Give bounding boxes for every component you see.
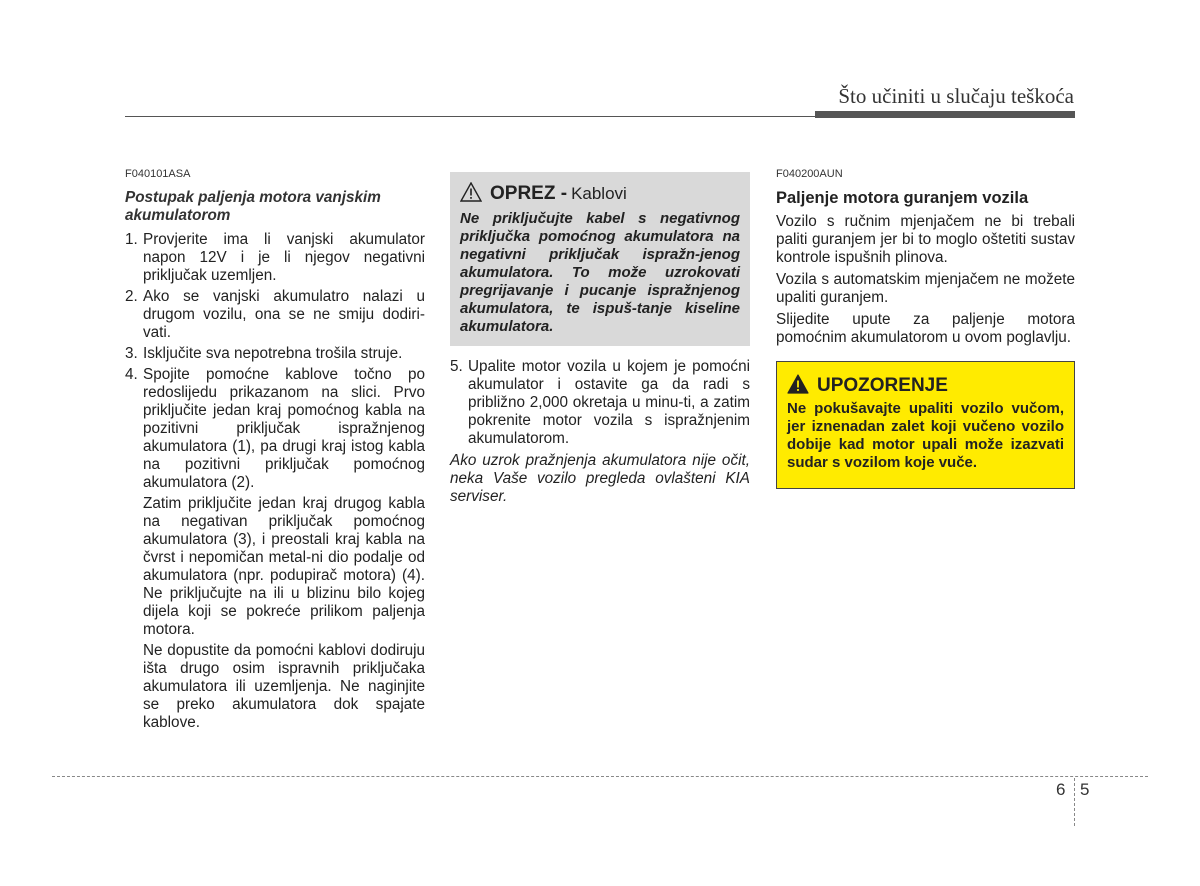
caution-subtitle: Kablovi: [571, 184, 627, 203]
step-number: 3.: [125, 345, 138, 362]
list-item: [450, 358, 750, 448]
list-item: [125, 345, 425, 363]
warning-text: Ne pokušavajte upaliti vozilo vučom, jer iznenadan zalet koji vučeno vozilo dobije kad motor upali može izazvati sudar s vozilom koje vuče.: [787, 400, 1064, 471]
footer-rule: [52, 776, 1148, 777]
italic-note: Ako uzrok pražnjenja akumulatora nije očit, neka Vaše vozilo pregleda ovlašteni KIA serviser.: [450, 452, 750, 505]
page-number: 5: [1080, 780, 1090, 799]
section-heading: Paljenje motora guranjem vozila: [776, 189, 1029, 207]
list-item: [125, 231, 425, 285]
step-text: Upalite motor vozila u kojem je pomoćni akumulator i ostavite ga da radi s približno 2,000 okretaja u minu-ti, a zatim pokrenite motor vozila s ispražnjenim akumulatorom.: [468, 358, 750, 447]
caution-text: Ne priključujte kabel s negativnog priključka pomoćnog akumulatora na negativni priključak ispražn-jenog akumulatora. To može uzrokovati pregrijavanje i pucanje ispražnjenog akumulatora, te ispuš-tanje kiseline akumulatora.: [460, 210, 740, 335]
header-rule-accent: [815, 111, 1075, 118]
step-4-paragraph-1: Zatim priključite jedan kraj drugog kabla na negativan priključak pomoćnog akumulatora (3), i preostali kraj kabla na čvrst i nepomičan metal-ni dio podalje od akumulatora (npr. podupirač motora) (4). Ne priključujte na ili u blizinu bilo kojeg dijela koji se pokreće prilikom paljenja motora.: [143, 495, 425, 638]
section-heading: Postupak paljenja motora vanjskim akumulatorom: [125, 189, 381, 224]
paragraph: Slijedite upute za paljenje motora pomoćnim akumulatorom u ovom poglavlju.: [776, 311, 1075, 346]
step-text: Isključite sva nepotrebna trošila struje.: [143, 345, 403, 362]
paragraph: Vozilo s ručnim mjenjačem ne bi trebali paliti guranjem jer bi to moglo oštetiti sustav kontrole ispušnih plinova.: [776, 213, 1075, 266]
step-text: Provjerite ima li vanjski akumulator napon 12V i je li njegov negativni priključak uzemljen.: [143, 231, 425, 284]
step-text: Ako se vanjski akumulatro nalazi u drugom vozilu, ona se ne smiju dodiri-vati.: [143, 288, 425, 341]
step-text: Spojite pomoćne kablove točno po redoslijedu prikazanom na slici. Prvo priključite jedan kraj pomoćnog kabla na pozitivni priključak ispražnjenog akumulatora (1), pa drugi kraj istog kabla na pozitivni priključak pomoćnog akumulatora (2).: [143, 366, 425, 491]
step-number: 1.: [125, 231, 138, 248]
steps-list: [125, 231, 425, 492]
caution-title: [460, 182, 740, 206]
column-left: [125, 165, 425, 735]
list-item: [125, 366, 425, 492]
paragraph: Vozila s automatskim mjenjačem ne možete upaliti guranjem.: [776, 271, 1075, 306]
warning-label: UPOZORENJE: [817, 375, 948, 396]
page-header-title: Što učiniti u slučaju teškoća: [838, 84, 1074, 108]
caution-label: OPREZ -: [490, 183, 568, 204]
header-rule: [125, 116, 815, 117]
section-code: F040101ASA: [125, 168, 191, 180]
chapter-number: 6: [1056, 780, 1066, 799]
steps-list-continued: [450, 358, 750, 448]
step-number: 4.: [125, 366, 138, 383]
warning-title: [787, 374, 1064, 398]
column-right: [776, 165, 1075, 489]
step-number: 5.: [450, 358, 463, 375]
step-4-paragraph-2: Ne dopustite da pomoćni kablovi dodiruju išta drugo osim ispravnih priključaka akumulatora ili uzemljenja. Ne naginjite se preko akumulatora dok spajate kablove.: [143, 642, 425, 731]
section-code: F040200AUN: [776, 168, 843, 180]
warning-triangle-icon: [787, 374, 809, 398]
column-middle: [450, 168, 750, 506]
footer-divider: [1074, 778, 1075, 826]
step-number: 2.: [125, 288, 138, 305]
caution-triangle-icon: [460, 182, 482, 206]
caution-box: [450, 172, 750, 346]
warning-box: [776, 361, 1075, 489]
list-item: [125, 288, 425, 342]
